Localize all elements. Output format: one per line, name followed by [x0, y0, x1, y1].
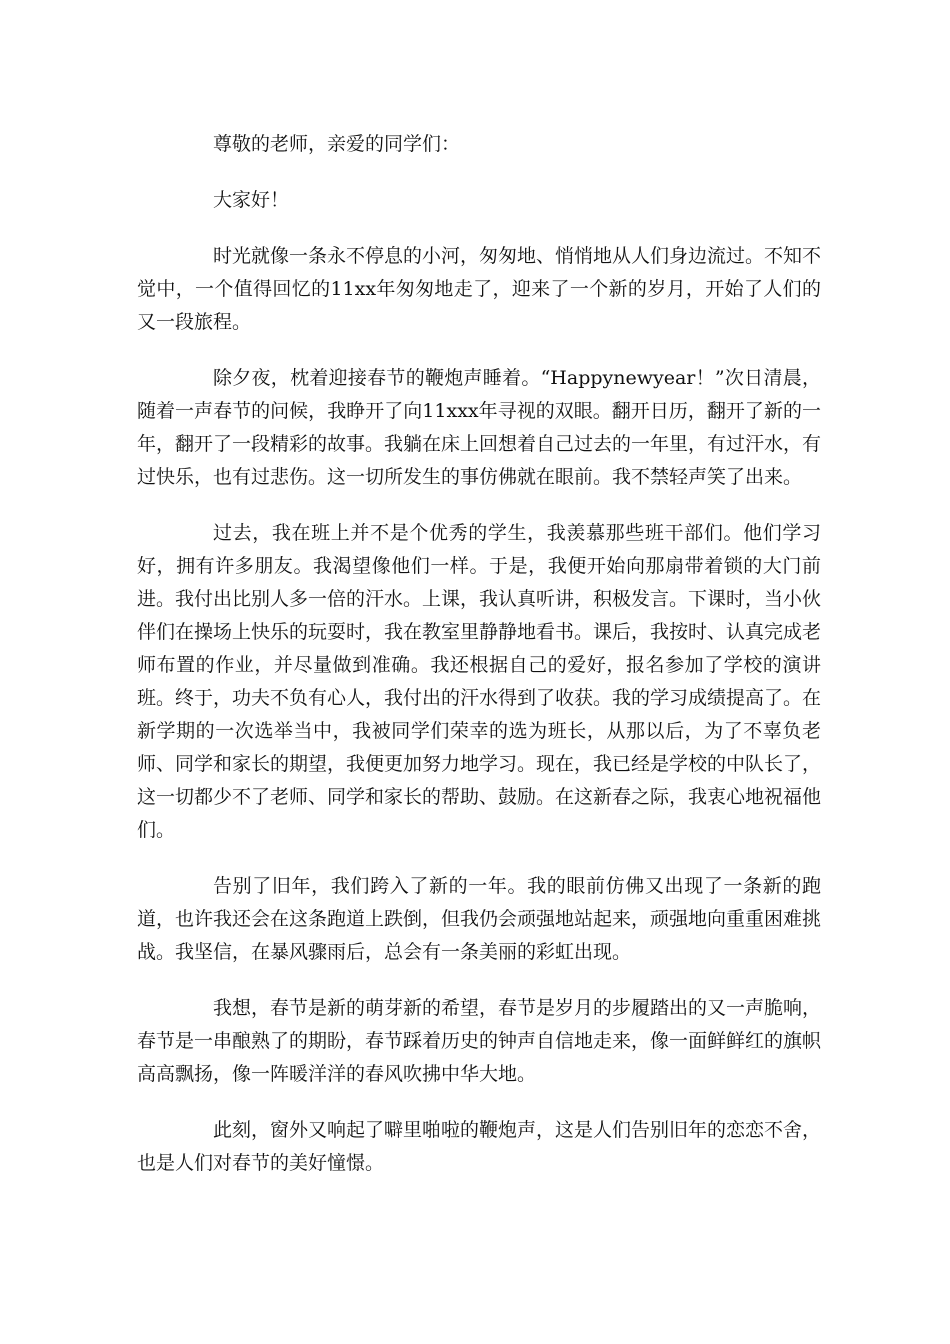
paragraph-closing: 此刻，窗外又响起了噼里啪啦的鞭炮声，这是人们告别旧年的恋恋不舍，也是人们对春节的美好憧憬。 — [137, 1119, 822, 1174]
greeting: 大家好！ — [213, 189, 290, 211]
paragraph-new-year-eve: 除夕夜，枕着迎接春节的鞭炮声睡着。“Happynewyear！”次日清晨，随着一声春节的问候，我睁开了向11xxx年寻视的双眼。翻开日历，翻开了新的一年，翻开了一段精彩的故事。我躺在床上回想着自己过去的一年里，有过汗水，有过快乐，也有过悲伤。这一切所发生的事仿佛就在眼前。我不禁轻声笑了出来。 — [137, 367, 822, 488]
paragraph-intro: 时光就像一条永不停息的小河，匆匆地、悄悄地从人们身边流过。不知不觉中，一个值得回忆的11xx年匆匆地走了，迎来了一个新的岁月，开始了人们的又一段旅程。 — [137, 245, 822, 333]
paragraph-spring-festival: 我想，春节是新的萌芽新的希望，春节是岁月的步履踏出的又一声脆响，春节是一串酿熟了的期盼，春节踩着历史的钟声自信地走来，像一面鲜鲜红的旗帜高高飘扬，像一阵暖洋洋的春风吹拂中华大地。 — [137, 997, 822, 1085]
paragraph-past-year: 过去，我在班上并不是个优秀的学生，我羡慕那些班干部们。他们学习好，拥有许多朋友。我渴望像他们一样。于是，我便开始向那扇带着锁的大门前进。我付出比别人多一倍的汗水。上课，我认真听讲，积极发言。下课时，当小伙伴们在操场上快乐的玩耍时，我在教室里静静地看书。课后，我按时、认真完成老师布置的作业，并尽量做到准确。我还根据自己的爱好，报名参加了学校的演讲班。终于，功夫不负有心人，我付出的汗水得到了收获。我的学习成绩提高了。在新学期的一次选举当中，我被同学们荣幸的选为班长，从那以后，为了不辜负老师、同学和家长的期望，我便更加努力地学习。现在，我已经是学校的中队长了，这一切都少不了老师、同学和家长的帮助、鼓励。在这新春之际，我衷心地祝福他们。 — [137, 522, 822, 841]
document-page — [137, 128, 821, 1203]
salutation: 尊敬的老师，亲爱的同学们： — [213, 133, 461, 155]
paragraph-new-runway: 告别了旧年，我们跨入了新的一年。我的眼前仿佛又出现了一条新的跑道，也许我还会在这条跑道上跌倒，但我仍会顽强地站起来，顽强地向重重困难挑战。我坚信，在暴风骤雨后，总会有一条美丽的彩虹出现。 — [137, 875, 822, 963]
